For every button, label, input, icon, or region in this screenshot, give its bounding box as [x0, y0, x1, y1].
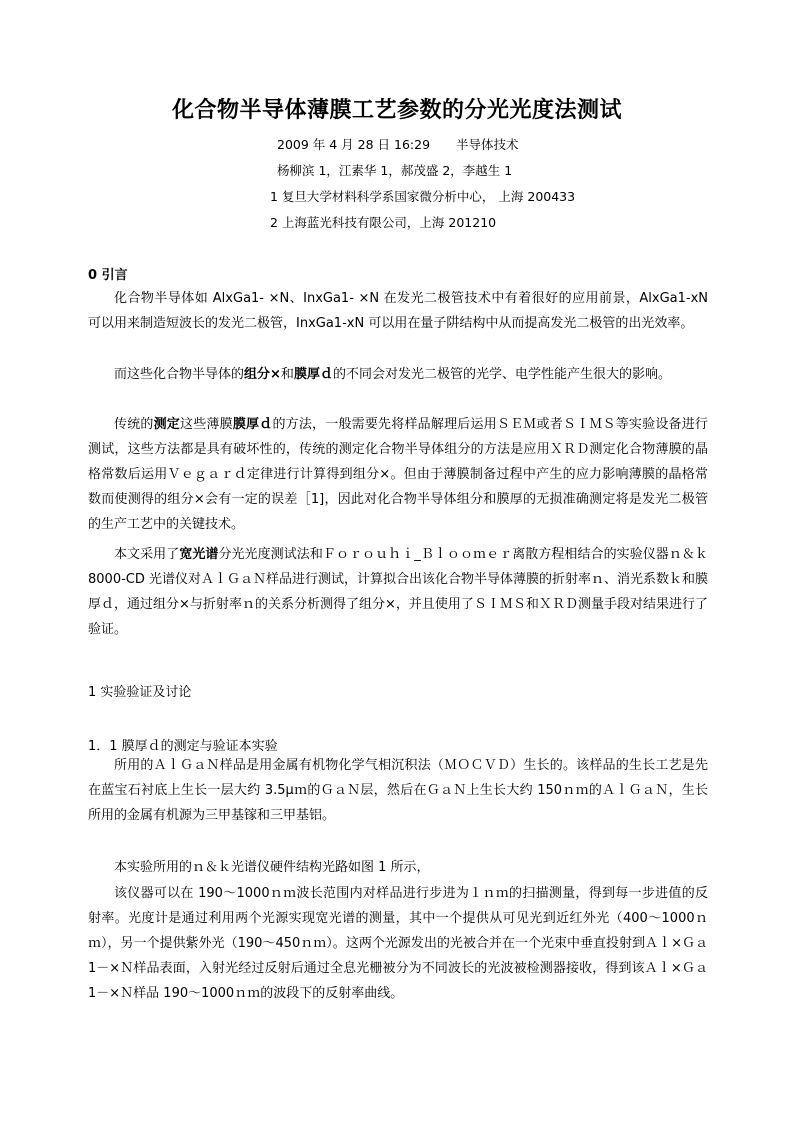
- publish-info: [277, 135, 519, 153]
- paragraph-intro-3: [88, 412, 708, 537]
- bold-term: 宽光谱: [179, 547, 219, 562]
- publish-date: 2009 年 4 月 28 日 16:29: [277, 137, 431, 152]
- paragraph-apparatus: 本实验所用的ｎ＆ｋ光谱仪硬件结构光路如图 1 所示，: [114, 860, 430, 875]
- author-list: 杨柳滨 1，江素华 1，郝茂盛 2，李越生 1: [277, 163, 513, 178]
- text-span: 分光光度测试法和Ｆｏｒｏｕｈｉ_Ｂｌｏｏｍｅｒ离散方程相结合的实验仪器ｎ＆ｋ8000-CD 光谱仪对ＡｌＧａＮ样品进行测试，计算拟合出该化合物半导体薄膜的折射率ｎ、消光系数ｋ和膜厚ｄ，通过组分×与折射率ｎ的关系分析测得了组分×，并且使用了ＳＩＭＳ和ＸＲＤ测量手段对结果进行了验证。: [88, 547, 708, 637]
- text-span: 的方法，一般需要先将样品解理后运用ＳＥＭ或者ＳＩＭＳ等实验设备进行测试，这些方法都是具有破坏性的，传统的测定化合物半导体组分的方法是应用ＸＲＤ测定化合物薄膜的晶格常数后运用Ｖｅｇａｒｄ定律进行计算得到组分×。但由于薄膜制备过程中产生的应力影响薄膜的晶格常数而使测得的组分×会有一定的误差［1]，因此对化合物半导体组分和膜厚的无损准确测定将是发光二极管的生产工艺中的关键技术。: [88, 417, 708, 532]
- subsection-heading: 1．1 膜厚ｄ的测定与验证本实验: [88, 739, 278, 754]
- bold-term: 组分×: [244, 367, 281, 382]
- bold-term: 膜厚ｄ: [293, 367, 333, 382]
- paragraph-intro-2: [88, 362, 708, 387]
- text-span: 的不同会对发光二极管的光学、电学性能产生很大的影响。: [332, 367, 671, 382]
- text-span: 而这些化合物半导体的: [114, 367, 245, 382]
- paragraph-measurement: 该仪器可以在 190～1000ｎｍ波长范围内对样品进行步进为１ｎｍ的扫描测量，得到每一步进值的反射率。光度计是通过利用两个光源实现宽光谱的测量，其中一个提供从可见光到近红外光（400～1000ｎｍ），另一个提供紫外光（190～450ｎｍ）。这两个光源发出的光被合并在一个光束中垂直投射到Ａｌ×Ｇａ1－×Ｎ样品表面，入射光经过反射后通过全息光栅被分为不同波长的光波被检测器接收，得到该Ａｌ×Ｇａ1－×Ｎ样品 190～1000ｎｍ的波段下的反射率曲线。: [88, 886, 708, 1001]
- affiliation-2: 2 上海蓝光科技有限公司，上海 201210: [270, 215, 497, 230]
- text-span: 传统的: [114, 417, 154, 432]
- document-title: 化合物半导体薄膜工艺参数的分光光度法测试: [171, 97, 622, 123]
- paragraph-sample: 所用的ＡｌＧａＮ样品是用金属有机物化学气相沉积法（ＭＯＣＶＤ）生长的。该样品的生长工艺是先在蓝宝石衬底上生长一层大约 3.5μｍ的ＧａＮ层，然后在ＧａＮ上生长大约 150ｎｍ的ＡｌＧａＮ，生长所用的金属有机源为三甲基镓和三甲基铝。: [88, 758, 708, 823]
- paragraph-intro-4: [88, 542, 708, 642]
- section-heading-intro: 0 引言: [88, 268, 128, 283]
- text-span: 本文采用了: [114, 547, 180, 562]
- category-label: 半导体技术: [456, 137, 519, 152]
- bold-term: 膜厚ｄ: [232, 417, 273, 432]
- section-heading-experiment: 1 实验验证及讨论: [88, 685, 192, 700]
- affiliation-1: 1 复旦大学材料科学系国家微分析中心， 上海 200433: [270, 189, 576, 204]
- text-span: 这些薄膜: [180, 417, 233, 432]
- paragraph-intro-1: 化合物半导体如 AlxGa1- ×N、InxGa1- ×N 在发光二极管技术中有着很好的应用前景，AlxGa1-xN 可以用来制造短波长的发光二极管，InxGa1-xN 可以用在量子阱结构中从而提高发光二极管的出光效率。: [88, 291, 708, 331]
- text-span: 和: [280, 367, 294, 382]
- bold-term: 测定: [153, 417, 181, 432]
